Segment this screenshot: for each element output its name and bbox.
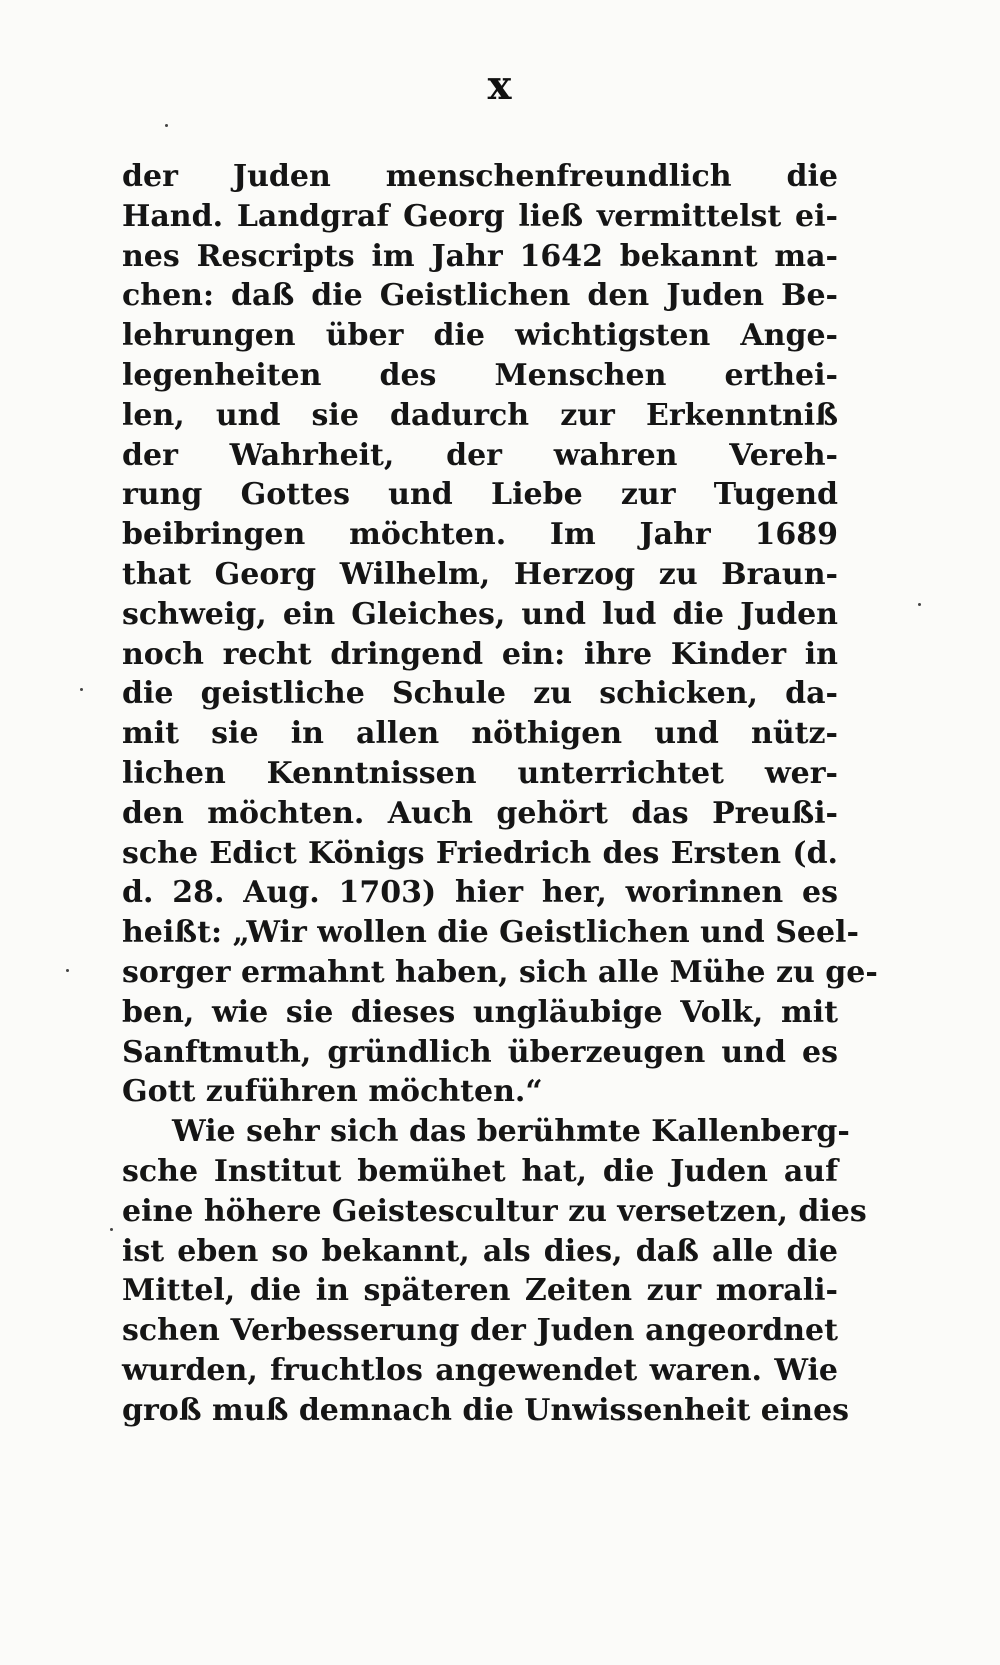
paragraph-first-line: Wie sehr sich das berühmte Kallenberg- [172,1114,850,1150]
text-line: len, und sie dadurch zur Erkenntniß [122,397,838,433]
text-line: der Wahrheit, der wahren Vereh- [122,437,838,473]
text-line: Mittel, die in späteren Zeiten zur morali- [122,1273,838,1309]
text-line: den möchten. Auch gehört das Preußi- [122,795,838,831]
text-line: chen: daß die Geistlichen den Juden Be- [122,278,838,314]
text-line: eine höhere Geistescultur zu versetzen, dies [122,1193,867,1229]
text-line: schweig, ein Gleiches, und lud die Juden [122,596,838,632]
text-line: sche Institut bemühet hat, die Juden auf [122,1153,838,1189]
text-line: d. 28. Aug. 1703) hier her, worinnen es [122,875,838,911]
paragraph-last-line: Gott zuführen möchten.“ [122,1074,543,1110]
text-line: der Juden menschenfreundlich die [122,159,838,194]
text-line: sche Edict Königs Friedrich des Ersten (d. [122,835,838,871]
page-number: x [487,62,513,109]
text-line: sorger ermahnt haben, sich alle Mühe zu ge- [122,954,878,990]
body-text [122,157,878,1431]
text-line: lichen Kenntnissen unterrichtet wer- [122,755,838,791]
text-line: lehrungen über die wichtigsten Ange- [122,318,838,354]
text-line: groß muß demnach die Unwissenheit eines [122,1392,850,1428]
text-line: rung Gottes und Liebe zur Tugend [122,477,838,513]
text-line: nes Rescripts im Jahr 1642 bekannt ma- [122,238,838,274]
text-line: heißt: „Wir wollen die Geistlichen und Seel- [122,915,859,951]
text-line: Hand. Landgraf Georg ließ vermittelst ei- [122,198,838,234]
print-speck [66,969,69,972]
text-line: noch recht dringend ein: ihre Kinder in [122,636,838,672]
print-speck [165,124,168,127]
text-line: wurden, fruchtlos angewendet waren. Wie [122,1352,838,1388]
print-speck [110,1228,113,1231]
text-line: mit sie in allen nöthigen und nütz- [122,716,838,752]
text-line: schen Verbesserung der Juden angeordnet [122,1313,838,1349]
text-line: ist eben so bekannt, als dies, daß alle die [122,1233,838,1269]
print-speck [80,688,83,691]
text-line: Sanftmuth, gründlich überzeugen und es [122,1034,838,1070]
text-line: legenheiten des Menschen erthei- [122,357,838,393]
text-line: ben, wie sie dieses ungläubige Volk, mit [122,994,838,1030]
text-line: die geistliche Schule zu schicken, da- [122,676,838,712]
text-line: beibringen möchten. Im Jahr 1689 [122,517,838,553]
print-speck [918,603,921,606]
text-line: that Georg Wilhelm, Herzog zu Braun- [122,556,838,592]
